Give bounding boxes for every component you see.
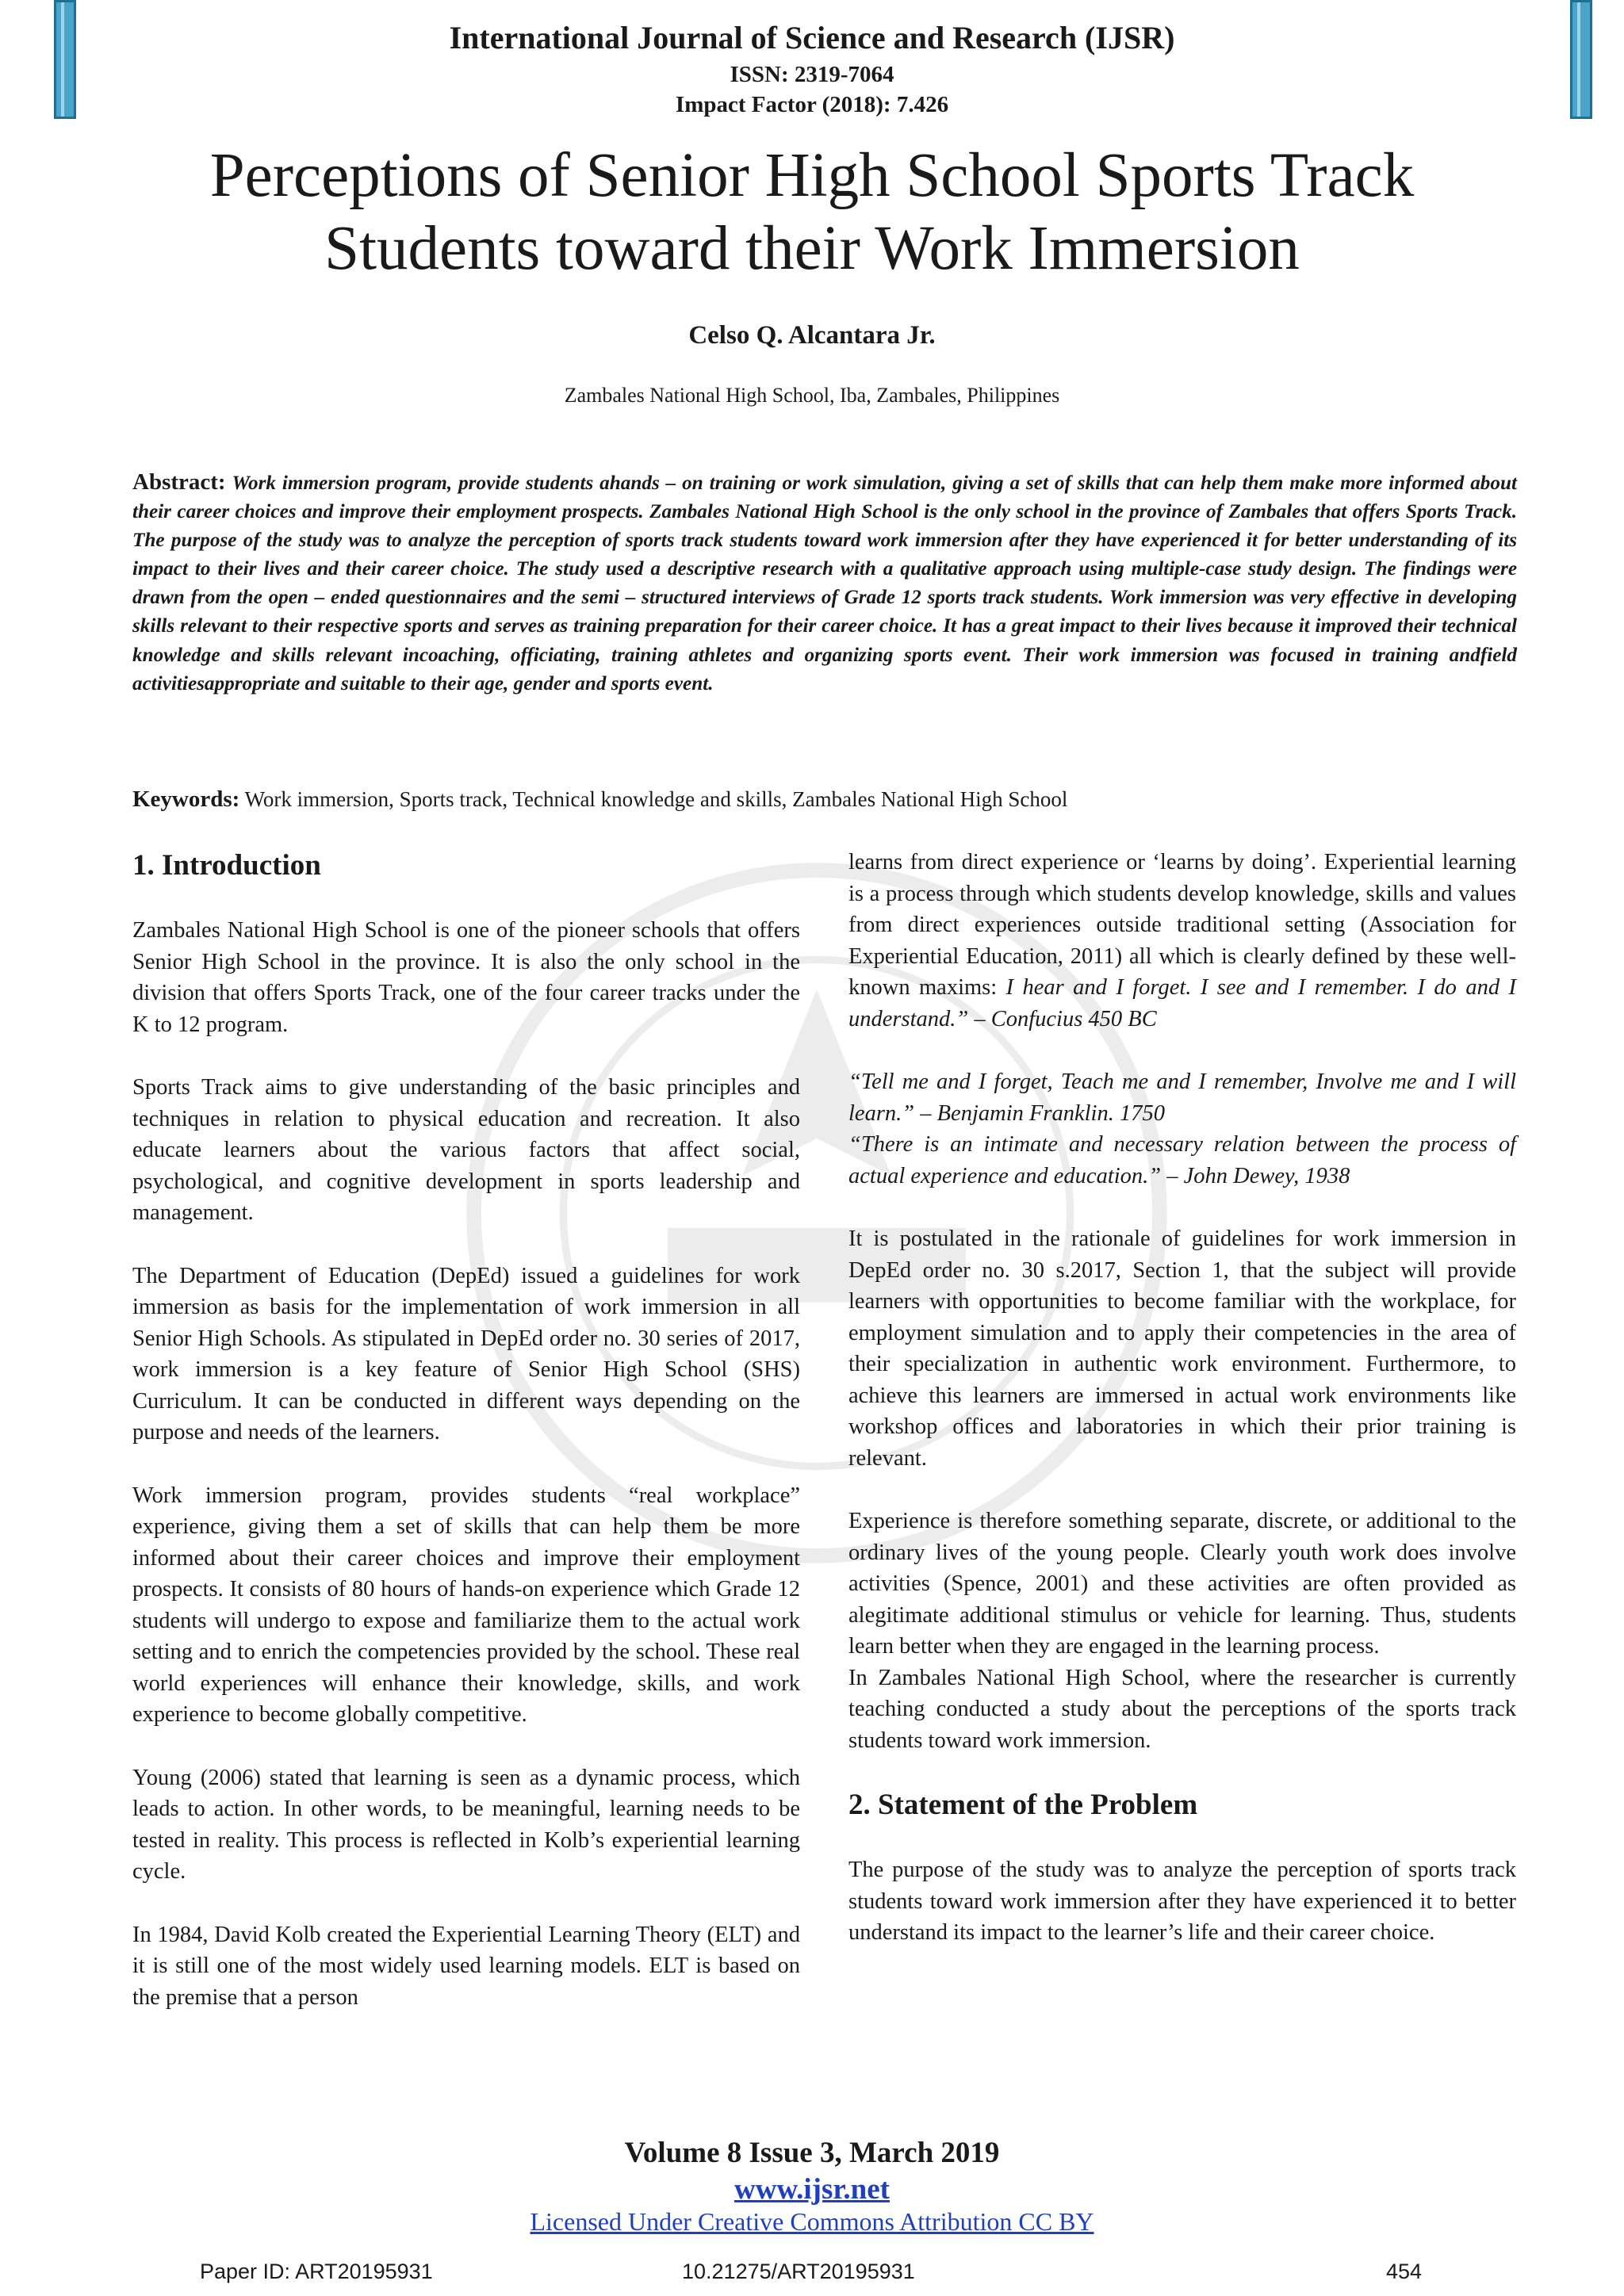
license-link[interactable]: Licensed Under Creative Commons Attribution CC BY [530, 2207, 1094, 2236]
experiential-paragraph [848, 847, 1516, 1035]
keywords-text: Work immersion, Sports track, Technical knowledge and skills, Zambales National High School [244, 787, 1068, 811]
rationale-paragraph: It is postulated in the rationale of guidelines for work immersion in DepEd order no. 30 s.2017, Section 1, that the subject will provide learners with opportunities to become familiar with the workplace, for employment simulation and to apply their competencies in the area of their specialization in authentic work environment. Furthermore, to achieve this learners are immersed in actual work environments like workshop offices and laboratories in which their prior training is relevant. [848, 1226, 1516, 1471]
page-number: 454 [1386, 2260, 1423, 2283]
paper-title-line-2: Students toward their Work Immersion [324, 214, 1300, 283]
author-affiliation: Zambales National High School, Iba, Zambales, Philippines [564, 384, 1060, 407]
franklin-quote: “Tell me and I forget, Teach me and I remember, Involve me and I will learn.” – Benjamin Franklin. 1750 [848, 1070, 1516, 1126]
confucius-quote: I hear and I forget. I see and I remember. I do and I understand.” – Confucius 450 BC [848, 975, 1516, 1031]
study-paragraph: In Zambales National High School, where the researcher is currently teaching conducted a study about the perceptions of the sports track students toward work immersion. [848, 1665, 1516, 1753]
intro-paragraph-5: Young (2006) stated that learning is seen as a dynamic process, which leads to action. In other words, to be meaningful, learning needs to be tested in reality. This process is reflected in Kolb’s experiential learning cycle. [132, 1765, 800, 1884]
paper-id: Paper ID: ART20195931 [200, 2260, 433, 2283]
license-notice [0, 2206, 1624, 2237]
dewey-quote: “There is an intimate and necessary relation between the process of actual experience and education.” – John Dewey, 1938 [848, 1132, 1516, 1188]
author-name: Celso Q. Alcantara Jr. [688, 321, 936, 350]
intro-paragraph-6: In 1984, David Kolb created the Experiential Learning Theory (ELT) and it is still one of the most widely used learning models. ELT is based on the premise that a person [132, 1922, 800, 2010]
experiential-text: learns from direct experience or ‘learns by doing’. Experiential learning is a process through which students develop knowledge, skills and values from direct experiences outside traditional setting (Association for Experiential Education, 2011) all which is clearly defined by these well-known maxims: [848, 850, 1516, 1000]
intro-paragraph-3: The Department of Education (DepEd) issued a guidelines for work immersion as basis for the implementation of work immersion in all Senior High Schools. As stipulated in DepEd order no. 30 series of 2017, work immersion is a key feature of Senior High School (SHS) Curriculum. It can be conducted in different ways depending on the purpose and needs of the learners. [132, 1263, 800, 1445]
journal-issn: ISSN: 2319-7064 [730, 62, 894, 87]
paper-title-line-1: Perceptions of Senior High School Sports Track [209, 141, 1415, 210]
journal-website-link[interactable]: www.ijsr.net [734, 2173, 890, 2206]
volume-issue: Volume 8 Issue 3, March 2019 [624, 2137, 1000, 2169]
doi: 10.21275/ART20195931 [682, 2260, 915, 2283]
section-heading-statement: 2. Statement of the Problem [848, 1789, 1198, 1821]
right-column [848, 847, 1516, 1949]
statement-paragraph: The purpose of the study was to analyze the perception of sports track students toward work immersion after they have experienced it to better understand its impact to the learner’s life and their career choice. [848, 1858, 1516, 1945]
intro-paragraph-2: Sports Track aims to give understanding of the basic principles and techniques in relation to physical education and recreation. It also educate learners about the various factors that affect social, psychological, and cognitive development in sports leadership and management. [132, 1075, 800, 1225]
left-column [132, 839, 800, 2013]
intro-paragraph-4: Work immersion program, provides students “real workplace” experience, giving them a set of skills that can help them be more informed about their career choices and improve their employment prospects. It consists of 80 hours of hands-on experience which Grade 12 students will undergo to expose and familiarize them to the actual work setting and to enrich the competencies provided by the school. These real world experiences will enhance their knowledge, skills, and work experience to become globally competitive. [132, 1483, 800, 1727]
impact-factor: Impact Factor (2018): 7.426 [675, 92, 949, 117]
keywords [132, 785, 1517, 813]
paper-title [0, 140, 1624, 285]
section-heading-introduction: 1. Introduction [132, 849, 321, 882]
journal-website [0, 2172, 1624, 2207]
experience-paragraph: Experience is therefore something separate, discrete, or additional to the ordinary lives of the young people. Clearly youth work does involve activities (Spence, 2001) and these activities are often provided as alegitimate additional stimulus or vehicle for learning. Thus, students learn better when they are engaged in the learning process. [848, 1509, 1516, 1659]
journal-name: International Journal of Science and Research (IJSR) [449, 20, 1175, 55]
abstract [132, 468, 1517, 698]
keywords-label: Keywords: [132, 786, 240, 812]
abstract-text: Work immersion program, provide students ahands – on training or work simulation, giving a set of skills that can help them make more informed about their career choices and improve their employment prospects. Zambales National High School is the only school in the province of Zambales that offers Sports Track. The purpose of the study was to analyze the perception of sports track students toward work immersion after they have experienced it for better understanding of its impact to their lives and their career choice. The study used a descriptive research with a qualitative approach using multiple-case study design. The findings were drawn from the open – ended questionnaires and the semi – structured interviews of Grade 12 sports track students. Work immersion was very effective in developing skills relevant to their respective sports and serves as training preparation for their career choice. It has a great impact to their lives because it improved their technical knowledge and skills relevant incoaching, officiating, training athletes and organizing sports event. Their work immersion was focused in training andfield activitiesappropriate and suitable to their age, gender and sports event. [132, 473, 1517, 695]
intro-paragraph-1: Zambales National High School is one of the pioneer schools that offers Senior High School in the province. It is also the only school in the division that offers Sports Track, one of the four career tracks under the K to 12 program. [132, 918, 800, 1037]
abstract-label: Abstract: [132, 469, 226, 495]
